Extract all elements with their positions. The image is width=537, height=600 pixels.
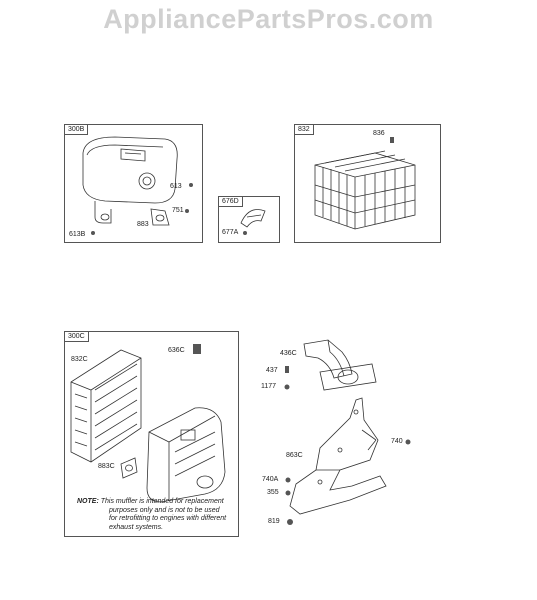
callout-832c: 832C: [71, 356, 88, 363]
callout-740a: 740A: [262, 476, 279, 483]
panel-guard-832: [294, 124, 441, 243]
callout-355: 355: [267, 489, 279, 496]
panel-tag: 300C: [65, 332, 89, 342]
callout-836: 836: [373, 130, 385, 137]
note-line: purposes only and is not to be used: [109, 506, 220, 514]
guard-832-drawing: [295, 125, 440, 242]
panel-muffler-300c: [64, 331, 239, 537]
callout-819: 819: [268, 518, 280, 525]
callout-1177: 1177: [261, 383, 277, 390]
callout-751: 751: [172, 207, 184, 214]
callout-613: 613: [170, 183, 182, 190]
callout-883: 883: [137, 221, 149, 228]
callout-740: 740: [391, 438, 403, 445]
callout-863c: 863C: [286, 452, 303, 459]
callout-677a: 677A: [222, 229, 239, 236]
callout-436c: 436C: [280, 350, 297, 357]
note-heading: NOTE:: [77, 498, 99, 505]
replacement-note: [77, 498, 235, 532]
note-line: for retrofitting to engines with different: [109, 515, 227, 522]
callout-636c: 636C: [168, 347, 185, 354]
callout-437: 437: [266, 367, 278, 374]
callout-883c: 883C: [98, 463, 115, 470]
note-line: exhaust systems.: [109, 523, 164, 531]
panel-deflector-676d: [218, 196, 280, 243]
panel-tag: 300B: [65, 125, 88, 135]
callout-613b: 613B: [69, 231, 86, 238]
site-watermark: AppliancePartsPros.com: [103, 4, 434, 34]
note-line: This muffler is intended for replacement: [100, 498, 224, 505]
panel-muffler-300b: [64, 124, 203, 243]
panel-tag: 676D: [219, 197, 243, 207]
panel-tag: 832: [295, 125, 314, 135]
